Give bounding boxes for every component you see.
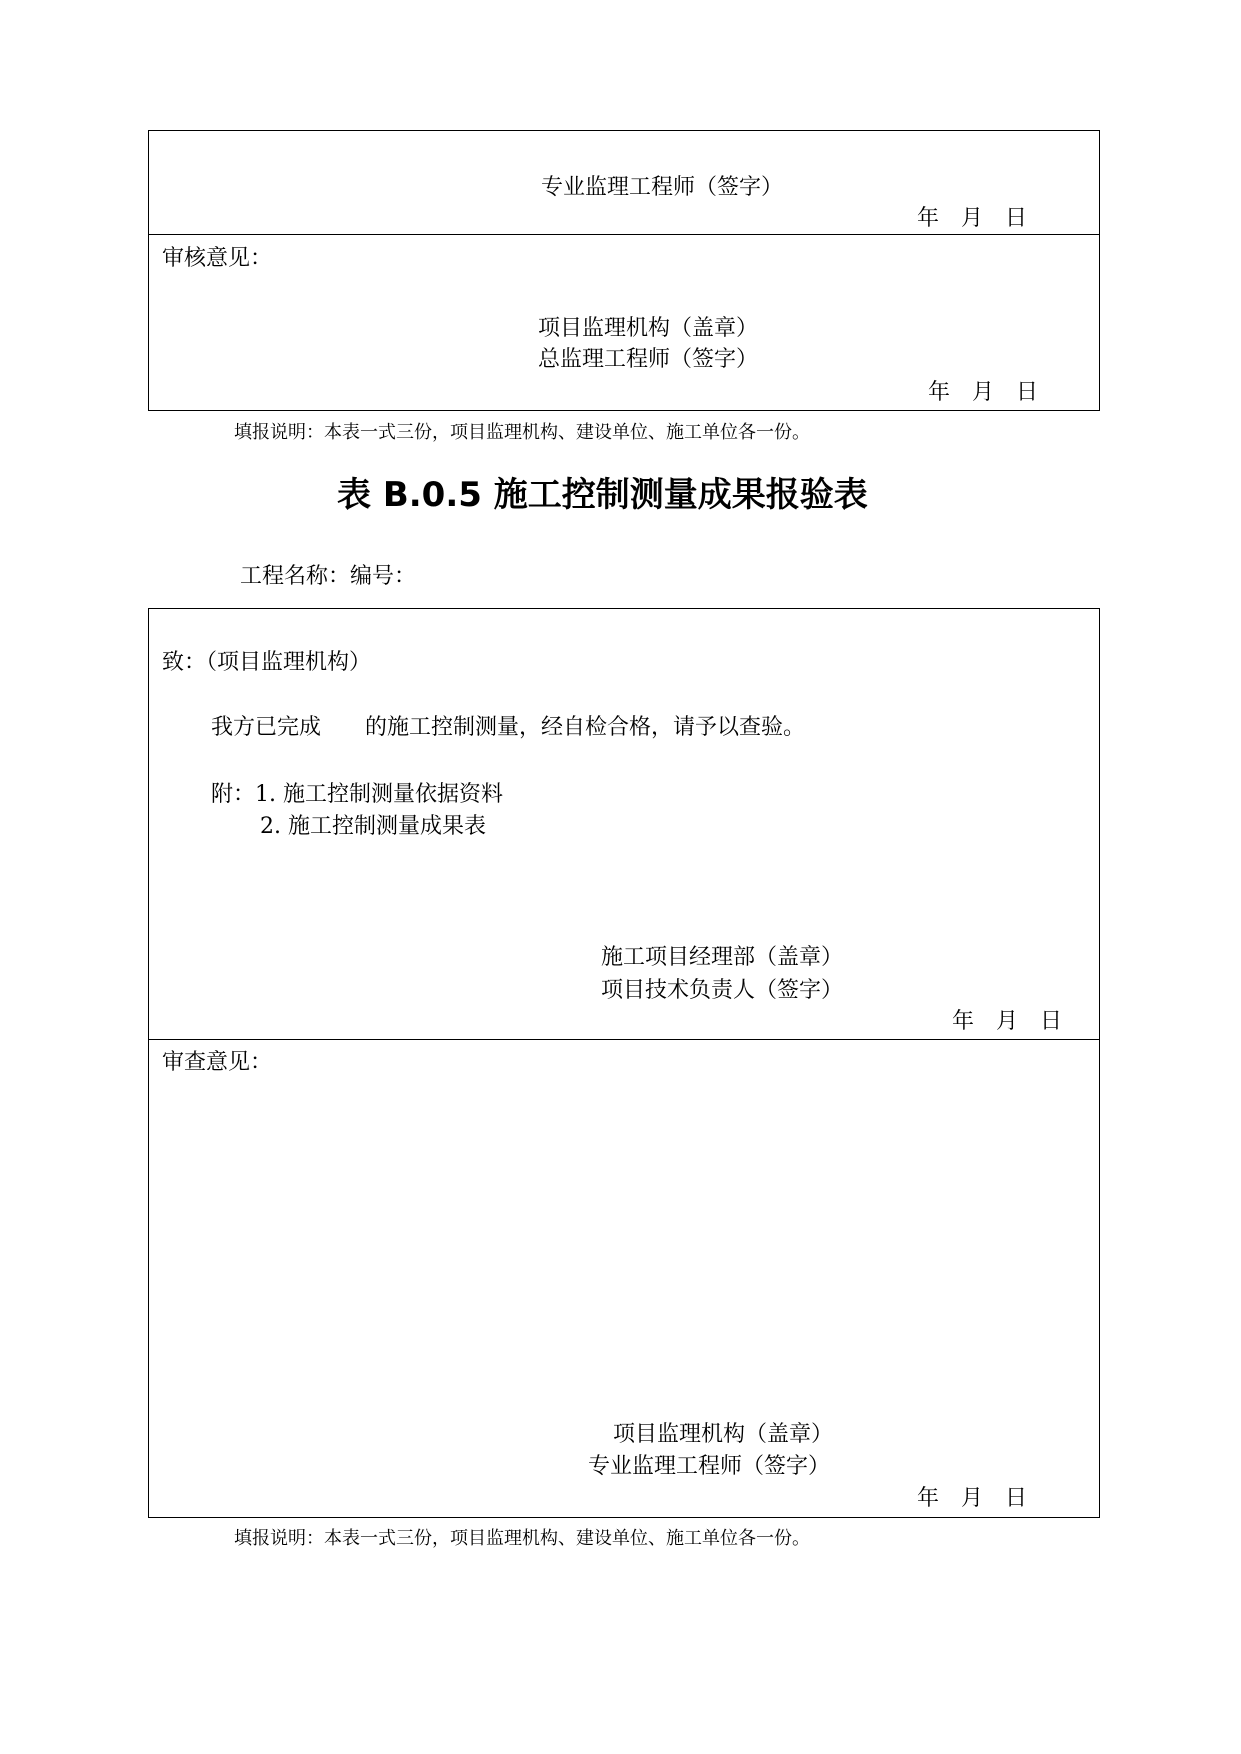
attachment-item-2: 2. 施工控制测量成果表 [260, 814, 486, 839]
top-review-label: 审核意见： [162, 246, 273, 271]
form-footnote: 填报说明：本表一式三份，项目监理机构、建设单位、施工单位各一份。 [234, 1528, 810, 1549]
top-date-line-2: 年 月 日 [928, 380, 1039, 405]
top-form-row-divider [148, 234, 1100, 235]
review-label: 审查意见： [162, 1050, 273, 1075]
top-date-line-1: 年 月 日 [917, 206, 1028, 231]
date-line-3: 年 月 日 [952, 1009, 1063, 1034]
top-org-seal-label: 项目监理机构（盖章） [538, 316, 759, 341]
date-line-4: 年 月 日 [917, 1486, 1028, 1511]
form-row-divider [148, 1039, 1100, 1040]
addressee-line: 致：（项目监理机构） [162, 650, 372, 675]
top-engineer-signature-label: 专业监理工程师（签字） [541, 175, 784, 200]
tech-lead-signature-label: 项目技术负责人（签字） [601, 978, 844, 1003]
project-name-line: 工程名称：编号： [240, 564, 417, 589]
submission-statement: 我方已完成 的施工控制测量，经自检合格，请予以查验。 [211, 715, 806, 740]
engineer-signature-label: 专业监理工程师（签字） [588, 1454, 831, 1479]
top-chief-engineer-signature-label: 总监理工程师（签字） [538, 347, 759, 372]
form-table [148, 608, 1100, 1518]
form-title: 表 B.0.5 施工控制测量成果报验表 [337, 475, 868, 515]
org-seal-label: 项目监理机构（盖章） [613, 1422, 834, 1447]
contractor-seal-label: 施工项目经理部（盖章） [601, 945, 844, 970]
attachment-item-1: 附：1. 施工控制测量依据资料 [211, 782, 503, 807]
top-footnote: 填报说明：本表一式三份，项目监理机构、建设单位、施工单位各一份。 [234, 422, 810, 443]
